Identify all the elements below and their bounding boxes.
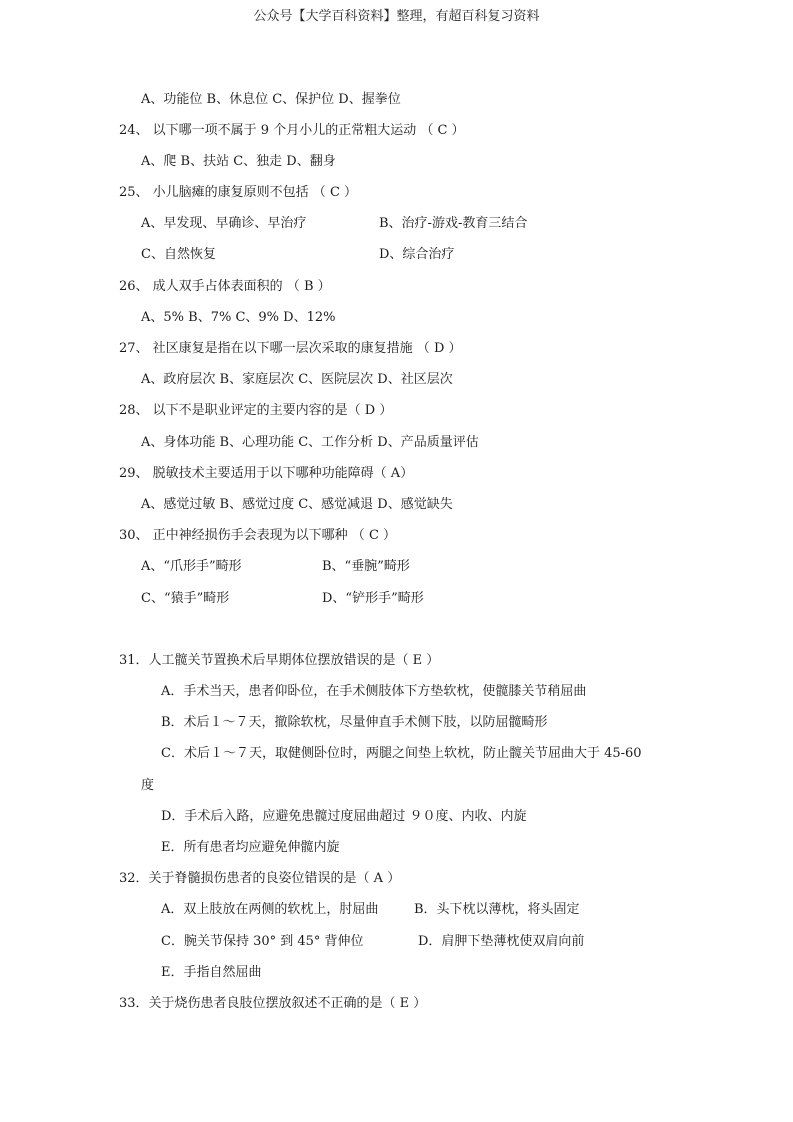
q32-option-a: A．双上肢放在两侧的软枕上，肘屈曲 <box>161 902 379 917</box>
q31-option-b: B．术后１～７天，撤除软枕，尽量伸直手术侧下肢，以防屈髋畸形 <box>161 715 548 730</box>
q28-stem: 28、 以下不是职业评定的主要内容的是（ D ） <box>119 403 393 418</box>
q30-option-d: D、“铲形手”畸形 <box>322 591 424 606</box>
q31-option-d: D．手术后入路，应避免患髋过度屈曲超过 ９０度、内收、内旋 <box>161 809 527 824</box>
q25-stem: 25、 小儿脑瘫的康复原则不包括 （ C ） <box>119 185 358 200</box>
q32-option-b: B．头下枕以薄枕，将头固定 <box>414 902 580 917</box>
q33-stem: 33．关于烧伤患者良肢位摆放叙述不正确的是（ E ） <box>119 996 427 1011</box>
q27-stem: 27、 社区康复是指在以下哪一层次采取的康复措施 （ D ） <box>119 341 462 356</box>
page-header: 公众号【大学百科资料】整理，有超百科复习资料 <box>253 9 540 24</box>
q30-option-b: B、“垂腕”畸形 <box>322 559 410 574</box>
q31-option-e: E．所有患者均应避免伸髋内旋 <box>161 840 340 855</box>
q24-stem: 24、 以下哪一项不属于 9 个月小儿的正常粗大运动 （ C ） <box>119 123 465 138</box>
q30-option-a: A、“爪形手”畸形 <box>141 559 242 574</box>
q28-options: A、身体功能 B、心理功能 C、工作分析 D、产品质量评估 <box>141 435 479 450</box>
q25-option-b: B、治疗-游戏-教育三结合 <box>379 216 528 231</box>
q32-option-c: C．腕关节保持 30° 到 45° 背伸位 <box>161 934 364 949</box>
q23-options: A、功能位 B、休息位 C、保护位 D、握拳位 <box>141 92 401 107</box>
q26-stem: 26、 成人双手占体表面积的 （ B ） <box>119 279 331 294</box>
q30-option-c: C、“猿手”畸形 <box>141 591 230 606</box>
q32-stem: 32．关于脊髓损伤患者的良姿位错误的是（ A ） <box>119 871 401 886</box>
q32-option-e: E．手指自然屈曲 <box>161 965 262 980</box>
q31-option-c-continued: 度 <box>141 778 155 793</box>
q31-stem: 31．人工髋关节置换术后早期体位摆放错误的是（ E ） <box>119 653 440 668</box>
q30-stem: 30、 正中神经损伤手会表现为以下哪种 （ C ） <box>119 528 397 543</box>
q26-options: A、5% B、7% C、9% D、12% <box>141 310 336 325</box>
q25-option-d: D、综合治疗 <box>379 247 455 262</box>
q25-option-c: C、自然恢复 <box>141 247 216 262</box>
q29-options: A、感觉过敏 B、感觉过度 C、感觉减退 D、感觉缺失 <box>141 497 453 512</box>
q31-option-a: A．手术当天，患者仰卧位，在手术侧肢体下方垫软枕，使髋膝关节稍屈曲 <box>161 684 587 699</box>
q32-option-d: D．肩胛下垫薄枕使双肩向前 <box>418 934 585 949</box>
q25-option-a: A、早发现、早确诊、早治疗 <box>141 216 307 231</box>
q29-stem: 29、 脱敏技术主要适用于以下哪种功能障碍（ A） <box>119 466 414 481</box>
q27-options: A、政府层次 B、家庭层次 C、医院层次 D、社区层次 <box>141 372 453 387</box>
q24-options: A、爬 B、扶站 C、独走 D、翻身 <box>141 154 336 169</box>
q31-option-c: C．术后１～７天，取健侧卧位时，两腿之间垫上软枕，防止髋关节屈曲大于 45-60 <box>161 746 642 761</box>
